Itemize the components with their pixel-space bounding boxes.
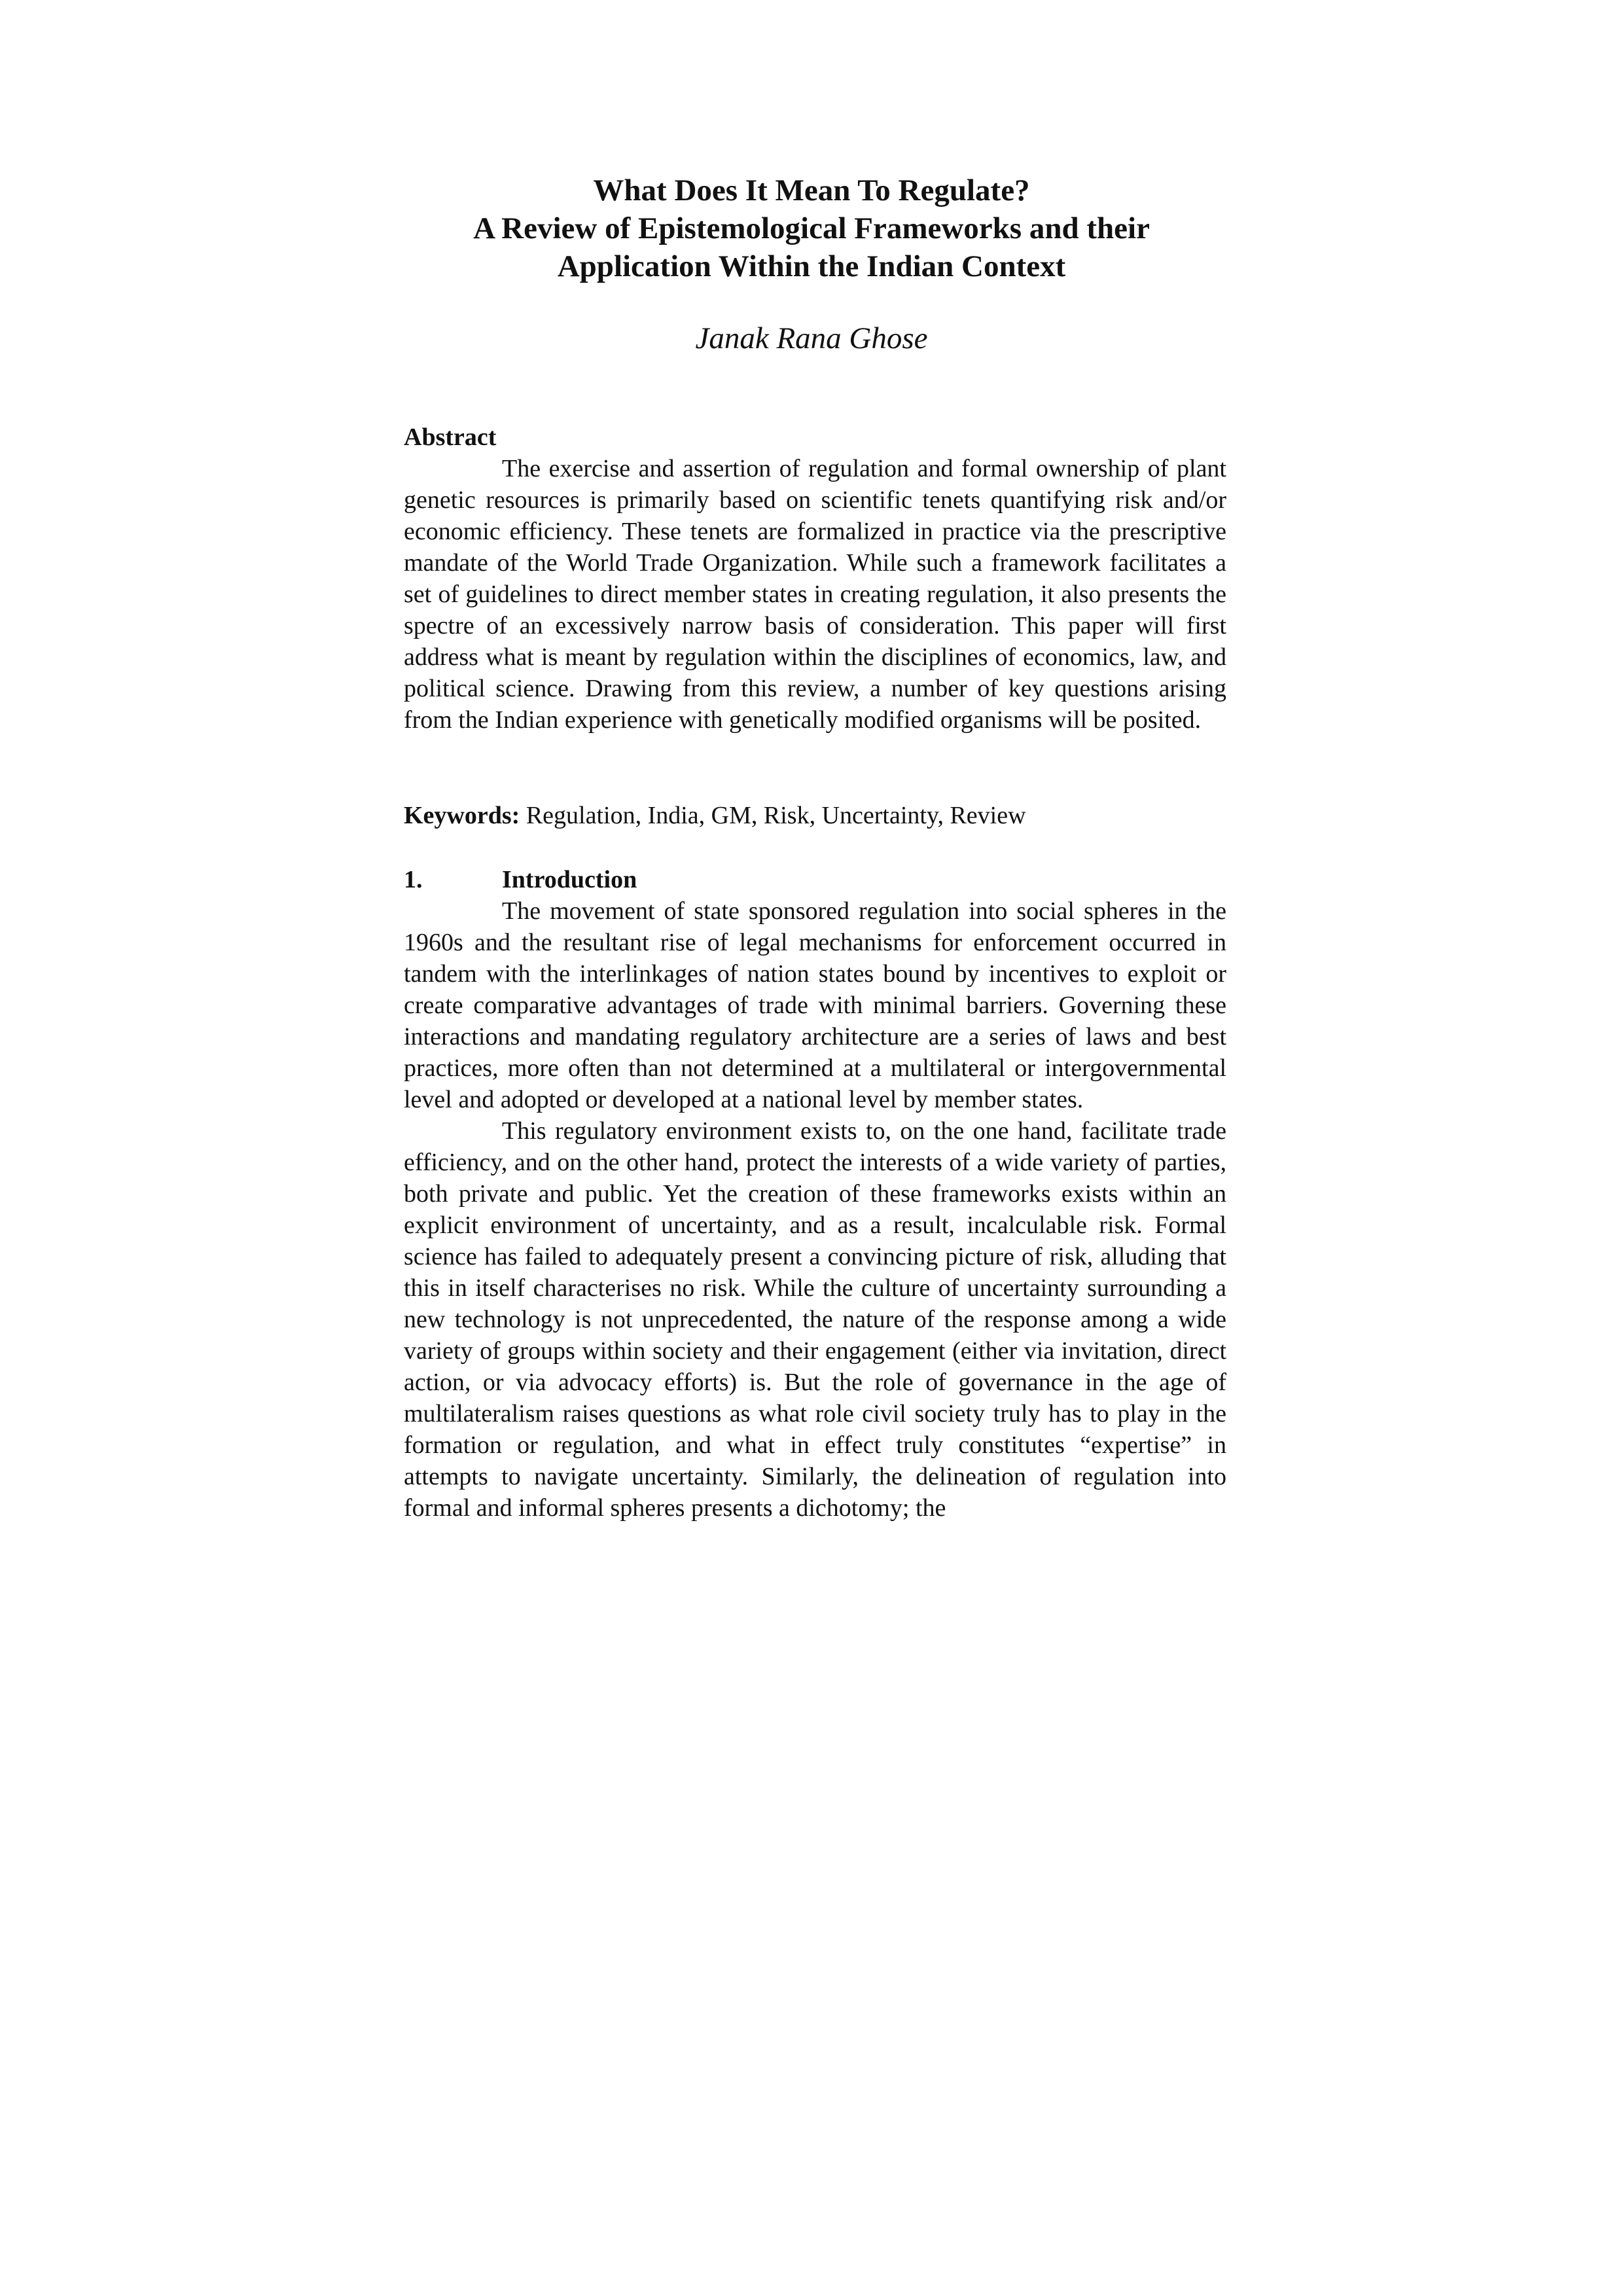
intro-paragraph-1: The movement of state sponsored regulation into social spheres in the 1960s and the resultant rise of legal mechanisms for enforcement occurred in tandem with the interlinkages of nation states bound by incentives to exploit or create comparative advantages of trade with minimal barriers. Governing these interactions and mandating regulatory architecture are a series of laws and best practices, more often than not determined at a multilateral or intergovernmental level and adopted or developed at a national level by member states.	[404, 897, 1226, 1113]
paper-title	[0, 171, 1623, 285]
keywords-text: Regulation, India, GM, Risk, Uncertainty, Review	[526, 802, 1026, 829]
abstract-heading: Abstract	[404, 423, 497, 451]
title-line-3: Application Within the Indian Context	[557, 249, 1066, 283]
author-name: Janak Rana Ghose	[695, 321, 928, 355]
section-title: Introduction	[502, 866, 637, 893]
title-line-1: What Does It Mean To Regulate?	[593, 173, 1030, 207]
title-line-2: A Review of Epistemological Frameworks and their	[473, 211, 1150, 245]
keywords-section	[404, 800, 1226, 831]
abstract-section	[404, 422, 1226, 736]
keywords-label: Keywords:	[404, 802, 520, 829]
introduction-section	[404, 864, 1226, 1524]
introduction-heading	[404, 864, 1226, 895]
intro-paragraph-2: This regulatory environment exists to, on the one hand, facilitate trade efficiency, and on the other hand, protect the interests of a wide variety of parties, both private and public. Yet the creation of these frameworks exists within an explicit environment of uncertainty, and as a result, incalculable risk. Formal science has failed to adequately present a convincing picture of risk, alluding that this in itself characterises no risk. While the culture of uncertainty surrounding a new technology is not unprecedented, the nature of the response among a wide variety of groups within society and their engagement (either via invitation, direct action, or via advocacy efforts) is. But the role of governance in the age of multilateralism raises questions as what role civil society truly has to play in the formation or regulation, and what in effect truly constitutes “expertise” in attempts to navigate uncertainty. Similarly, the delineation of regulation into formal and informal spheres presents a dichotomy; the	[404, 1117, 1226, 1522]
section-number: 1.	[404, 866, 423, 893]
abstract-text: The exercise and assertion of regulation and formal ownership of plant genetic resources is primarily based on scientific tenets quantifying risk and/or economic efficiency. These tenets are formalized in practice via the prescriptive mandate of the World Trade Organization. While such a framework facilitates a set of guidelines to direct member states in creating regulation, it also presents the spectre of an excessively narrow basis of consideration. This paper will first address what is meant by regulation within the disciplines of economics, law, and political science. Drawing from this review, a number of key questions arising from the Indian experience with genetically modified organisms will be posited.	[404, 455, 1226, 734]
